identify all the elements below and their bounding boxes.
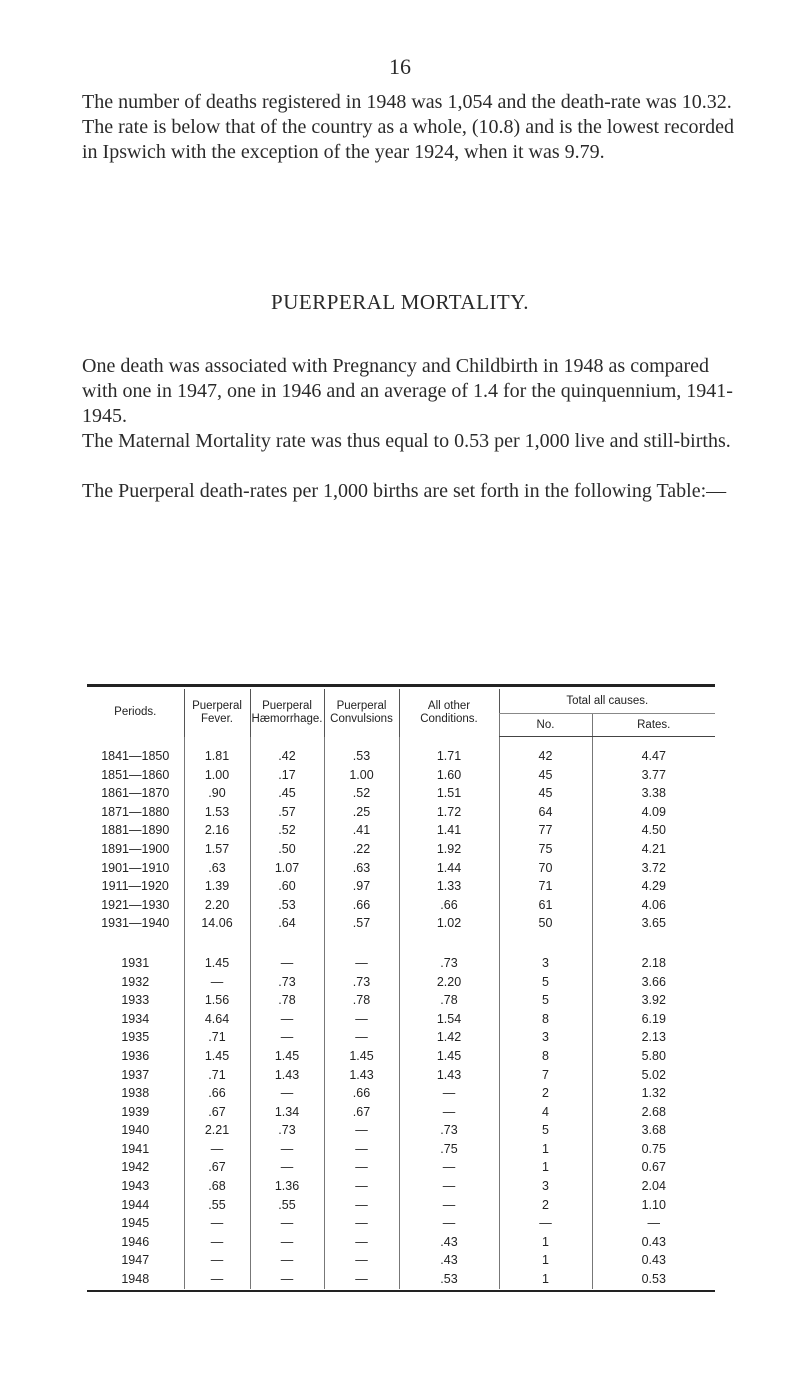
cell-period: 1881—1890: [101, 823, 170, 838]
intro-paragraph: The number of deaths registered in 1948 was 1,054 and the death-rate was 10.32. The rate is below that of the country as a whole, (10.8) and is the lowest recorded in Ipswich with the exception of the year 1924, when it was 9.79.: [82, 91, 735, 163]
cell-haemorrhage: .55: [250, 1196, 324, 1215]
table-row: [87, 1196, 715, 1215]
table-row: [87, 1251, 715, 1270]
cell-haemorrhage: 1.45: [250, 1047, 324, 1066]
table-row: [87, 877, 715, 896]
cell-haemorrhage: .78: [250, 991, 324, 1010]
cell-other-conditions: 1.02: [399, 914, 499, 933]
cell-convulsions: .73: [324, 973, 399, 992]
cell-other-conditions: 1.33: [399, 877, 499, 896]
cell-total-rate: 5.80: [592, 1047, 715, 1066]
cell-period: 1851—1860: [101, 767, 170, 782]
cell-convulsions: —: [324, 1214, 399, 1233]
page-number: 16: [389, 54, 411, 79]
table-row: [87, 803, 715, 822]
puerperal-mortality-table: [87, 684, 715, 1292]
cell-convulsions: —: [324, 954, 399, 973]
puerperal-paragraph-2: The Maternal Mortality rate was thus equal to 0.53 per 1,000 live and still-births.: [82, 430, 731, 452]
cell-total-rate: 2.18: [592, 954, 715, 973]
cell-total-rate: 3.68: [592, 1121, 715, 1140]
cell-haemorrhage: 1.43: [250, 1066, 324, 1085]
cell-total-rate: 3.92: [592, 991, 715, 1010]
cell-total-rate: 2.68: [592, 1103, 715, 1122]
cell-total-no: 70: [499, 859, 592, 878]
cell-fever: .67: [184, 1158, 250, 1177]
cell-haemorrhage: 1.36: [250, 1177, 324, 1196]
cell-haemorrhage: .60: [250, 877, 324, 896]
cell-haemorrhage: .45: [250, 784, 324, 803]
cell-convulsions: 1.45: [324, 1047, 399, 1066]
cell-total-no: 2: [499, 1084, 592, 1103]
cell-other-conditions: .43: [399, 1233, 499, 1252]
cell-other-conditions: .53: [399, 1270, 499, 1289]
cell-haemorrhage: .64: [250, 914, 324, 933]
cell-convulsions: .66: [324, 1084, 399, 1103]
cell-period: 1901—1910: [101, 860, 170, 875]
table-row: [87, 991, 715, 1010]
cell-period: 1940: [121, 1123, 150, 1138]
table-row: [87, 1084, 715, 1103]
cell-convulsions: —: [324, 1121, 399, 1140]
cell-total-no: 61: [499, 896, 592, 915]
table-row: [87, 1140, 715, 1159]
cell-convulsions: .41: [324, 821, 399, 840]
cell-other-conditions: —: [399, 1084, 499, 1103]
cell-haemorrhage: —: [250, 1028, 324, 1047]
section-heading: PUERPERAL MORTALITY.: [271, 290, 529, 314]
cell-other-conditions: 1.41: [399, 821, 499, 840]
cell-period: 1891—1900: [101, 841, 170, 856]
cell-total-no: 2: [499, 1196, 592, 1215]
cell-other-conditions: —: [399, 1158, 499, 1177]
cell-fever: .63: [184, 859, 250, 878]
cell-total-no: 77: [499, 821, 592, 840]
cell-other-conditions: 1.60: [399, 766, 499, 785]
cell-total-rate: 6.19: [592, 1010, 715, 1029]
cell-other-conditions: 1.54: [399, 1010, 499, 1029]
cell-total-rate: 1.32: [592, 1084, 715, 1103]
cell-period: 1943: [121, 1179, 150, 1194]
cell-convulsions: .22: [324, 840, 399, 859]
cell-total-no: 8: [499, 1047, 592, 1066]
cell-total-no: —: [499, 1214, 592, 1233]
cell-total-rate: 3.77: [592, 766, 715, 785]
cell-total-no: 71: [499, 877, 592, 896]
header-periods: Periods.: [114, 706, 157, 719]
cell-convulsions: —: [324, 1196, 399, 1215]
cell-other-conditions: .78: [399, 991, 499, 1010]
cell-fever: .66: [184, 1084, 250, 1103]
cell-other-conditions: 1.92: [399, 840, 499, 859]
table-row: [87, 896, 715, 915]
cell-period: 1931—1940: [101, 916, 170, 931]
cell-total-rate: 0.43: [592, 1233, 715, 1252]
table-spacer: [87, 933, 715, 954]
cell-total-no: 42: [499, 747, 592, 766]
cell-other-conditions: 1.43: [399, 1066, 499, 1085]
table-row: [87, 784, 715, 803]
cell-fever: 2.21: [184, 1121, 250, 1140]
table-row: [87, 1233, 715, 1252]
cell-fever: —: [184, 1233, 250, 1252]
cell-other-conditions: —: [399, 1214, 499, 1233]
table-row: [87, 1270, 715, 1289]
cell-other-conditions: 2.20: [399, 973, 499, 992]
cell-period: 1945: [121, 1216, 150, 1231]
cell-other-conditions: —: [399, 1196, 499, 1215]
cell-fever: 1.56: [184, 991, 250, 1010]
cell-total-no: 50: [499, 914, 592, 933]
cell-total-rate: 0.43: [592, 1251, 715, 1270]
table-bottom-rule: [87, 1290, 715, 1292]
cell-fever: —: [184, 1140, 250, 1159]
cell-total-no: 4: [499, 1103, 592, 1122]
cell-period: 1921—1930: [101, 897, 170, 912]
cell-convulsions: .67: [324, 1103, 399, 1122]
cell-total-no: 3: [499, 1177, 592, 1196]
cell-other-conditions: .66: [399, 896, 499, 915]
cell-haemorrhage: —: [250, 1270, 324, 1289]
cell-fever: 4.64: [184, 1010, 250, 1029]
header-no: No.: [499, 714, 592, 737]
cell-haemorrhage: .53: [250, 896, 324, 915]
cell-convulsions: —: [324, 1010, 399, 1029]
cell-total-rate: 4.09: [592, 803, 715, 822]
cell-fever: 2.20: [184, 896, 250, 915]
cell-other-conditions: .75: [399, 1140, 499, 1159]
cell-total-no: 75: [499, 840, 592, 859]
cell-fever: .67: [184, 1103, 250, 1122]
cell-convulsions: .63: [324, 859, 399, 878]
cell-haemorrhage: —: [250, 1140, 324, 1159]
cell-other-conditions: 1.51: [399, 784, 499, 803]
table-row: [87, 747, 715, 766]
cell-period: 1947: [121, 1253, 150, 1268]
cell-other-conditions: 1.45: [399, 1047, 499, 1066]
cell-fever: .90: [184, 784, 250, 803]
table-row: [87, 914, 715, 933]
cell-total-rate: 0.53: [592, 1270, 715, 1289]
cell-period: 1933: [121, 993, 150, 1008]
cell-total-no: 45: [499, 784, 592, 803]
table-row: [87, 1066, 715, 1085]
cell-total-no: 1: [499, 1251, 592, 1270]
cell-total-no: 3: [499, 1028, 592, 1047]
cell-total-rate: 3.72: [592, 859, 715, 878]
cell-fever: .68: [184, 1177, 250, 1196]
cell-haemorrhage: 1.34: [250, 1103, 324, 1122]
cell-haemorrhage: —: [250, 1214, 324, 1233]
table-row: [87, 1177, 715, 1196]
header-rates: Rates.: [592, 714, 715, 737]
cell-fever: 1.81: [184, 747, 250, 766]
cell-convulsions: .25: [324, 803, 399, 822]
table-spacer: [87, 737, 715, 748]
cell-total-rate: 3.66: [592, 973, 715, 992]
cell-convulsions: .53: [324, 747, 399, 766]
table-row: [87, 1010, 715, 1029]
cell-period: 1938: [121, 1086, 150, 1101]
cell-total-no: 1: [499, 1233, 592, 1252]
table-row: [87, 840, 715, 859]
table-row: [87, 821, 715, 840]
table-row: [87, 1103, 715, 1122]
table-row: [87, 859, 715, 878]
cell-haemorrhage: —: [250, 1010, 324, 1029]
cell-other-conditions: 1.71: [399, 747, 499, 766]
cell-period: 1937: [121, 1067, 150, 1082]
header-puerperal-haemorrhage: Puerperal Hæmorrhage.: [250, 689, 324, 737]
cell-other-conditions: —: [399, 1177, 499, 1196]
cell-haemorrhage: .17: [250, 766, 324, 785]
puerperal-paragraph-1: One death was associated with Pregnancy and Childbirth in 1948 as compared with one in 1947, one in 1946 and an average of 1.4 for the quinquennium, 1941-1945.: [82, 355, 733, 427]
cell-other-conditions: .43: [399, 1251, 499, 1270]
cell-other-conditions: .73: [399, 954, 499, 973]
cell-total-rate: 0.67: [592, 1158, 715, 1177]
cell-total-rate: —: [592, 1214, 715, 1233]
cell-period: 1942: [121, 1160, 150, 1175]
cell-haemorrhage: .73: [250, 1121, 324, 1140]
cell-total-no: 5: [499, 973, 592, 992]
cell-total-rate: 1.10: [592, 1196, 715, 1215]
cell-fever: —: [184, 1270, 250, 1289]
cell-convulsions: —: [324, 1158, 399, 1177]
cell-fever: 1.39: [184, 877, 250, 896]
cell-haemorrhage: .57: [250, 803, 324, 822]
table-row: [87, 1028, 715, 1047]
cell-total-no: 1: [499, 1270, 592, 1289]
puerperal-paragraph-3: The Puerperal death-rates per 1,000 births are set forth in the following Table:—: [82, 480, 727, 502]
cell-fever: 1.53: [184, 803, 250, 822]
cell-period: 1934: [121, 1011, 150, 1026]
cell-total-no: 64: [499, 803, 592, 822]
cell-total-rate: 4.29: [592, 877, 715, 896]
cell-fever: .71: [184, 1028, 250, 1047]
cell-haemorrhage: .42: [250, 747, 324, 766]
cell-total-rate: 4.47: [592, 747, 715, 766]
cell-period: 1948: [121, 1272, 150, 1287]
cell-total-rate: 4.50: [592, 821, 715, 840]
cell-period: 1841—1850: [101, 749, 170, 763]
header-total-all-causes: Total all causes.: [499, 689, 715, 714]
cell-total-no: 7: [499, 1066, 592, 1085]
cell-fever: —: [184, 1214, 250, 1233]
cell-period: 1911—1920: [101, 879, 169, 894]
cell-total-no: 3: [499, 954, 592, 973]
cell-period: 1861—1870: [101, 786, 170, 801]
cell-period: 1931: [121, 955, 150, 970]
cell-convulsions: —: [324, 1028, 399, 1047]
table-row: [87, 1214, 715, 1233]
cell-convulsions: .52: [324, 784, 399, 803]
cell-period: 1871—1880: [101, 804, 170, 819]
cell-convulsions: .66: [324, 896, 399, 915]
cell-other-conditions: 1.42: [399, 1028, 499, 1047]
cell-haemorrhage: —: [250, 1158, 324, 1177]
cell-total-no: 5: [499, 1121, 592, 1140]
cell-total-no: 8: [499, 1010, 592, 1029]
cell-fever: 2.16: [184, 821, 250, 840]
cell-haemorrhage: —: [250, 1084, 324, 1103]
cell-fever: .71: [184, 1066, 250, 1085]
cell-total-rate: 4.21: [592, 840, 715, 859]
cell-total-rate: 0.75: [592, 1140, 715, 1159]
cell-haemorrhage: —: [250, 1233, 324, 1252]
cell-fever: 1.45: [184, 954, 250, 973]
cell-convulsions: —: [324, 1140, 399, 1159]
cell-fever: 14.06: [184, 914, 250, 933]
cell-convulsions: 1.00: [324, 766, 399, 785]
cell-period: 1932: [121, 974, 150, 989]
cell-fever: .55: [184, 1196, 250, 1215]
cell-convulsions: —: [324, 1233, 399, 1252]
cell-total-no: 45: [499, 766, 592, 785]
header-puerperal-fever: Puerperal Fever.: [184, 689, 250, 737]
cell-fever: 1.45: [184, 1047, 250, 1066]
cell-haemorrhage: —: [250, 954, 324, 973]
cell-total-rate: 3.38: [592, 784, 715, 803]
cell-convulsions: .78: [324, 991, 399, 1010]
cell-period: 1944: [121, 1197, 150, 1212]
cell-total-no: 1: [499, 1158, 592, 1177]
cell-fever: —: [184, 1251, 250, 1270]
cell-period: 1939: [121, 1104, 150, 1119]
cell-other-conditions: —: [399, 1103, 499, 1122]
cell-period: 1935: [121, 1030, 150, 1045]
cell-convulsions: .57: [324, 914, 399, 933]
cell-total-rate: 4.06: [592, 896, 715, 915]
table-body: [87, 737, 715, 1289]
rates-table: [87, 689, 715, 1289]
header-all-other-conditions: All other Conditions.: [399, 689, 499, 737]
table-row: [87, 766, 715, 785]
cell-other-conditions: 1.72: [399, 803, 499, 822]
table-row: [87, 973, 715, 992]
table-row: [87, 1047, 715, 1066]
cell-total-rate: 5.02: [592, 1066, 715, 1085]
cell-convulsions: 1.43: [324, 1066, 399, 1085]
cell-other-conditions: 1.44: [399, 859, 499, 878]
cell-haemorrhage: .52: [250, 821, 324, 840]
cell-convulsions: —: [324, 1251, 399, 1270]
cell-total-rate: 2.13: [592, 1028, 715, 1047]
cell-haemorrhage: .50: [250, 840, 324, 859]
header-puerperal-convulsions: Puerperal Convulsions: [324, 689, 399, 737]
table-row: [87, 1121, 715, 1140]
cell-total-no: 5: [499, 991, 592, 1010]
cell-period: 1941: [121, 1141, 150, 1156]
cell-convulsions: —: [324, 1270, 399, 1289]
cell-fever: 1.57: [184, 840, 250, 859]
cell-total-rate: 2.04: [592, 1177, 715, 1196]
table-row: [87, 954, 715, 973]
cell-fever: 1.00: [184, 766, 250, 785]
table-row: [87, 1158, 715, 1177]
cell-convulsions: —: [324, 1177, 399, 1196]
cell-other-conditions: .73: [399, 1121, 499, 1140]
cell-haemorrhage: 1.07: [250, 859, 324, 878]
table-top-rule: [87, 684, 715, 687]
cell-period: 1936: [121, 1048, 150, 1063]
cell-fever: —: [184, 973, 250, 992]
cell-convulsions: .97: [324, 877, 399, 896]
cell-total-rate: 3.65: [592, 914, 715, 933]
cell-haemorrhage: .73: [250, 973, 324, 992]
cell-haemorrhage: —: [250, 1251, 324, 1270]
cell-period: 1946: [121, 1234, 150, 1249]
cell-total-no: 1: [499, 1140, 592, 1159]
